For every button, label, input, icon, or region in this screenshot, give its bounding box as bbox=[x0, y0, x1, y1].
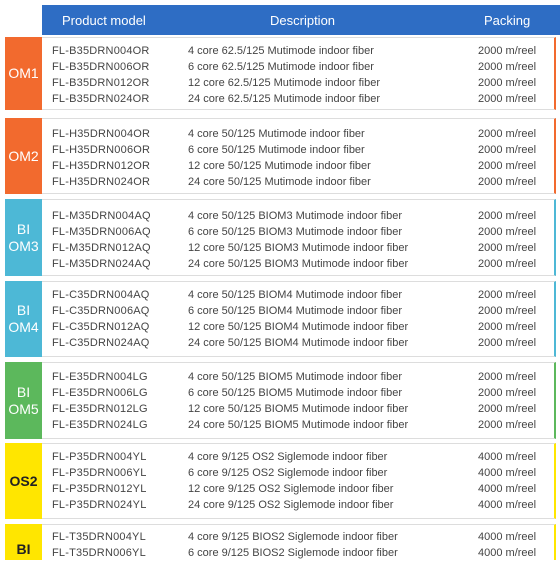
model-cell: FL-H35DRN004OR bbox=[52, 128, 151, 140]
model-cell: FL-T35DRN004YL bbox=[52, 531, 146, 543]
header-packing: Packing bbox=[484, 13, 531, 28]
model-cell: FL-P35DRN024YL bbox=[52, 499, 147, 511]
description-cell: 4 core 50/125 BIOM5 Mutimode indoor fiber bbox=[188, 371, 403, 383]
group-bios2 bbox=[0, 524, 560, 560]
group-tag-line: OM2 bbox=[8, 147, 39, 164]
group-om1 bbox=[0, 37, 560, 110]
model-cell: FL-H35DRN006OR bbox=[52, 144, 151, 156]
description-cell: 12 core 50/125 BIOM4 Mutimode indoor fiber bbox=[188, 321, 409, 333]
packing-cell: 2000 m/reel bbox=[478, 289, 537, 301]
model-cell: FL-H35DRN012OR bbox=[52, 160, 151, 172]
model-cell: FL-C35DRN006AQ bbox=[52, 305, 150, 317]
group-tag bbox=[5, 443, 42, 519]
packing-cell: 4000 m/reel bbox=[478, 467, 537, 479]
packing-cell: 4000 m/reel bbox=[478, 531, 537, 543]
group-rows bbox=[42, 362, 556, 439]
description-cell: 6 core 50/125 Mutimode indoor fiber bbox=[188, 144, 365, 156]
packing-cell: 2000 m/reel bbox=[478, 419, 537, 431]
description-cell: 24 core 9/125 OS2 Siglemode indoor fiber bbox=[188, 499, 394, 511]
group-biom3 bbox=[0, 199, 560, 276]
group-rows bbox=[42, 37, 556, 110]
table-header bbox=[42, 5, 560, 35]
description-cell: 24 core 50/125 BIOM3 Mutimode indoor fiber bbox=[188, 258, 409, 270]
packing-cell: 2000 m/reel bbox=[478, 45, 537, 57]
packing-cell: 2000 m/reel bbox=[478, 258, 537, 270]
description-cell: 12 core 50/125 Mutimode indoor fiber bbox=[188, 160, 371, 172]
group-rows bbox=[42, 118, 556, 194]
model-cell: FL-E35DRN006LG bbox=[52, 387, 148, 399]
model-cell: FL-P35DRN004YL bbox=[52, 451, 147, 463]
packing-cell: 2000 m/reel bbox=[478, 321, 537, 333]
packing-cell: 2000 m/reel bbox=[478, 93, 537, 105]
packing-cell: 2000 m/reel bbox=[478, 337, 537, 349]
model-cell: FL-H35DRN024OR bbox=[52, 176, 151, 188]
description-cell: 12 core 62.5/125 Mutimode indoor fiber bbox=[188, 77, 381, 89]
model-cell: FL-E35DRN024LG bbox=[52, 419, 148, 431]
group-tag bbox=[5, 362, 42, 439]
model-cell: FL-T35DRN006YL bbox=[52, 547, 146, 559]
packing-cell: 4000 m/reel bbox=[478, 547, 537, 559]
description-cell: 24 core 50/125 BIOM5 Mutimode indoor fiber bbox=[188, 419, 409, 431]
model-cell: FL-E35DRN004LG bbox=[52, 371, 148, 383]
description-cell: 24 core 62.5/125 Mutimode indoor fiber bbox=[188, 93, 381, 105]
model-cell: FL-B35DRN006OR bbox=[52, 61, 150, 73]
description-cell: 6 core 50/125 BIOM4 Mutimode indoor fiber bbox=[188, 305, 403, 317]
header-product-model: Product model bbox=[62, 13, 146, 28]
packing-cell: 2000 m/reel bbox=[478, 144, 537, 156]
group-tag-line: OS2 bbox=[9, 472, 38, 489]
model-cell: FL-B35DRN012OR bbox=[52, 77, 150, 89]
description-cell: 24 core 50/125 BIOM4 Mutimode indoor fiber bbox=[188, 337, 409, 349]
packing-cell: 4000 m/reel bbox=[478, 451, 537, 463]
group-tag bbox=[5, 281, 42, 357]
group-tag bbox=[5, 37, 42, 110]
group-tag-line: OM5 bbox=[8, 400, 39, 417]
packing-cell: 2000 m/reel bbox=[478, 403, 537, 415]
packing-cell: 2000 m/reel bbox=[478, 77, 537, 89]
model-cell: FL-C35DRN012AQ bbox=[52, 321, 150, 333]
model-cell: FL-B35DRN004OR bbox=[52, 45, 150, 57]
packing-cell: 2000 m/reel bbox=[478, 160, 537, 172]
description-cell: 6 core 50/125 BIOM3 Mutimode indoor fiber bbox=[188, 226, 403, 238]
description-cell: 12 core 9/125 OS2 Siglemode indoor fiber bbox=[188, 483, 394, 495]
model-cell: FL-M35DRN012AQ bbox=[52, 242, 151, 254]
packing-cell: 2000 m/reel bbox=[478, 387, 537, 399]
packing-cell: 4000 m/reel bbox=[478, 499, 537, 511]
packing-cell: 2000 m/reel bbox=[478, 305, 537, 317]
description-cell: 4 core 50/125 BIOM3 Mutimode indoor fiber bbox=[188, 210, 403, 222]
group-tag-line: OM4 bbox=[8, 319, 39, 335]
packing-cell: 2000 m/reel bbox=[478, 61, 537, 73]
model-cell: FL-M35DRN024AQ bbox=[52, 258, 151, 270]
packing-cell: 2000 m/reel bbox=[478, 371, 537, 383]
group-rows bbox=[42, 443, 556, 519]
group-tag-line: BI bbox=[16, 220, 31, 237]
group-tag-line: BI bbox=[16, 383, 31, 400]
model-cell: FL-M35DRN006AQ bbox=[52, 226, 151, 238]
description-cell: 6 core 50/125 BIOM5 Mutimode indoor fiber bbox=[188, 387, 403, 399]
model-cell: FL-C35DRN004AQ bbox=[52, 289, 150, 301]
group-rows bbox=[42, 524, 556, 560]
group-tag bbox=[5, 199, 42, 276]
packing-cell: 2000 m/reel bbox=[478, 176, 537, 188]
group-rows bbox=[42, 281, 556, 357]
packing-cell: 2000 m/reel bbox=[478, 210, 537, 222]
group-tag-line: BI bbox=[16, 541, 31, 557]
group-rows bbox=[42, 199, 556, 276]
packing-cell: 4000 m/reel bbox=[478, 483, 537, 495]
model-cell: FL-C35DRN024AQ bbox=[52, 337, 150, 349]
description-cell: 12 core 50/125 BIOM3 Mutimode indoor fiber bbox=[188, 242, 409, 254]
description-cell: 12 core 50/125 BIOM5 Mutimode indoor fiber bbox=[188, 403, 409, 415]
group-os2 bbox=[0, 443, 560, 519]
header-description: Description bbox=[270, 13, 336, 28]
group-om2 bbox=[0, 118, 560, 194]
description-cell: 4 core 50/125 Mutimode indoor fiber bbox=[188, 128, 365, 140]
group-tag-line: BI bbox=[16, 302, 31, 318]
model-cell: FL-P35DRN006YL bbox=[52, 467, 147, 479]
description-cell: 4 core 50/125 BIOM4 Mutimode indoor fiber bbox=[188, 289, 403, 301]
group-biom4 bbox=[0, 281, 560, 357]
model-cell: FL-M35DRN004AQ bbox=[52, 210, 151, 222]
description-cell: 4 core 62.5/125 Mutimode indoor fiber bbox=[188, 45, 374, 57]
description-cell: 6 core 9/125 BIOS2 Siglemode indoor fiber bbox=[188, 547, 398, 559]
model-cell: FL-P35DRN012YL bbox=[52, 483, 147, 495]
packing-cell: 2000 m/reel bbox=[478, 226, 537, 238]
description-cell: 6 core 62.5/125 Mutimode indoor fiber bbox=[188, 61, 374, 73]
group-tag bbox=[5, 118, 42, 194]
description-cell: 4 core 9/125 BIOS2 Siglemode indoor fiber bbox=[188, 531, 398, 543]
group-tag-line: OM1 bbox=[8, 65, 39, 81]
group-tag bbox=[5, 524, 42, 560]
description-cell: 4 core 9/125 OS2 Siglemode indoor fiber bbox=[188, 451, 388, 463]
group-tag-line: OM3 bbox=[8, 237, 39, 254]
packing-cell: 2000 m/reel bbox=[478, 128, 537, 140]
model-cell: FL-B35DRN024OR bbox=[52, 93, 150, 105]
packing-cell: 2000 m/reel bbox=[478, 242, 537, 254]
group-biom5 bbox=[0, 362, 560, 439]
model-cell: FL-E35DRN012LG bbox=[52, 403, 148, 415]
description-cell: 6 core 9/125 OS2 Siglemode indoor fiber bbox=[188, 467, 388, 479]
description-cell: 24 core 50/125 Mutimode indoor fiber bbox=[188, 176, 371, 188]
